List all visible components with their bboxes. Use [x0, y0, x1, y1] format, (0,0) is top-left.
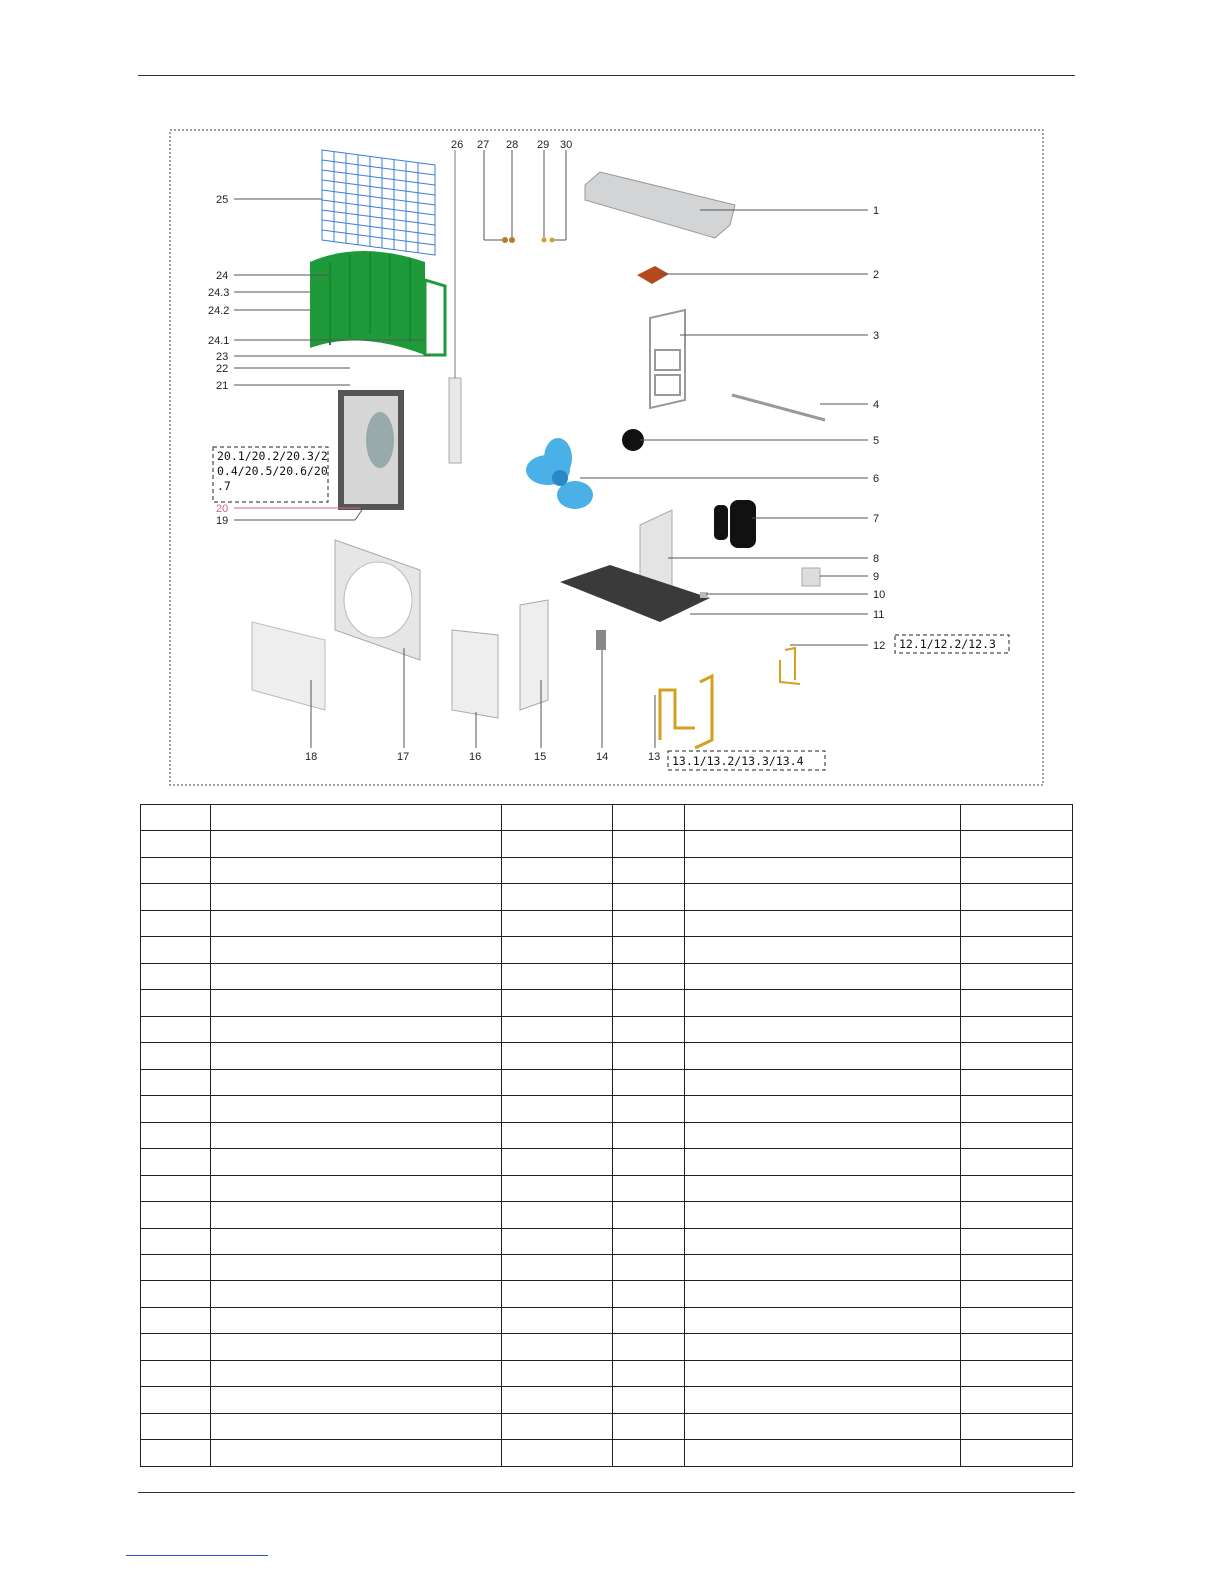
table-cell	[685, 937, 961, 963]
svg-text:.7: .7	[217, 479, 231, 493]
table-cell	[685, 1387, 961, 1413]
table-cell	[502, 1043, 613, 1069]
table-cell	[961, 1096, 1073, 1122]
callout-8: 8	[873, 553, 880, 565]
table-cell	[211, 857, 502, 883]
table-cell	[141, 937, 211, 963]
table-cell	[613, 1175, 685, 1201]
table-cell	[961, 937, 1073, 963]
callout-14: 14	[596, 751, 609, 763]
table-cell	[502, 1360, 613, 1386]
table-cell	[211, 910, 502, 936]
callout-11: 11	[873, 609, 885, 621]
callout-24: 24	[216, 270, 229, 282]
callout-10: 10	[873, 589, 886, 601]
part-9	[802, 568, 820, 586]
callout-12: 12	[873, 640, 886, 652]
table-cell	[685, 1228, 961, 1254]
box-13-subparts	[668, 751, 825, 770]
table-cell	[502, 805, 613, 831]
table-row	[141, 1069, 1073, 1095]
table-cell	[502, 1228, 613, 1254]
table-cell	[141, 1440, 211, 1467]
table-cell	[613, 805, 685, 831]
part-front-panel-17	[335, 540, 420, 660]
table-cell	[685, 1254, 961, 1280]
callout-25: 25	[216, 194, 229, 206]
table-cell	[685, 1175, 961, 1201]
table-cell	[211, 937, 502, 963]
part-fan-6	[526, 438, 593, 509]
table-cell	[141, 910, 211, 936]
table-cell	[961, 1016, 1073, 1042]
callout-26: 26	[451, 139, 464, 151]
table-cell	[613, 831, 685, 857]
part-insulation-2	[637, 266, 669, 284]
table-cell	[685, 1122, 961, 1148]
table-row	[141, 1149, 1073, 1175]
table-cell	[211, 805, 502, 831]
table-row	[141, 1334, 1073, 1360]
table-row	[141, 1360, 1073, 1386]
parts-list-table	[140, 804, 1073, 1467]
table-cell	[613, 1043, 685, 1069]
callout-30: 30	[560, 139, 573, 151]
part-condenser	[310, 251, 445, 355]
table-cell	[685, 857, 961, 883]
table-cell	[141, 805, 211, 831]
table-cell	[211, 1228, 502, 1254]
callout-29: 29	[537, 139, 550, 151]
table-cell	[502, 1413, 613, 1439]
table-cell	[502, 1202, 613, 1228]
table-cell	[961, 831, 1073, 857]
table-cell	[211, 1149, 502, 1175]
table-cell	[141, 1254, 211, 1280]
table-cell	[502, 910, 613, 936]
box-20-subparts	[213, 447, 328, 502]
table-cell	[961, 805, 1073, 831]
table-cell	[502, 1307, 613, 1333]
table-cell	[141, 1307, 211, 1333]
table-cell	[211, 1175, 502, 1201]
table-cell	[613, 1069, 685, 1095]
table-cell	[502, 963, 613, 989]
part-electric-box-20	[338, 390, 404, 510]
table-cell	[502, 1122, 613, 1148]
table-cell	[961, 1387, 1073, 1413]
part-tubing-13	[660, 676, 712, 748]
part-pipe-26	[449, 378, 461, 463]
table-cell	[211, 963, 502, 989]
table-cell	[211, 884, 502, 910]
parts-table-body	[141, 805, 1073, 1467]
table-cell	[685, 1360, 961, 1386]
table-cell	[613, 1360, 685, 1386]
table-cell	[961, 1413, 1073, 1439]
part-top-cover	[585, 172, 735, 238]
table-cell	[685, 884, 961, 910]
table-cell	[502, 1069, 613, 1095]
footer-link-underline[interactable]	[126, 1555, 268, 1556]
callout-18: 18	[305, 751, 318, 763]
callout-19: 19	[216, 515, 229, 527]
table-cell	[613, 1149, 685, 1175]
table-row	[141, 1096, 1073, 1122]
table-cell	[141, 1175, 211, 1201]
table-cell	[211, 1254, 502, 1280]
table-cell	[211, 831, 502, 857]
table-cell	[211, 1043, 502, 1069]
table-row	[141, 1122, 1073, 1148]
box-12-subparts	[895, 635, 1009, 653]
table-cell	[141, 1360, 211, 1386]
table-cell	[613, 1122, 685, 1148]
table-cell	[613, 1281, 685, 1307]
table-cell	[961, 1228, 1073, 1254]
table-cell	[685, 990, 961, 1016]
part-rod-4	[732, 395, 825, 420]
table-cell	[685, 1043, 961, 1069]
table-cell	[141, 1202, 211, 1228]
table-row	[141, 1307, 1073, 1333]
table-cell	[502, 1096, 613, 1122]
table-cell	[685, 1202, 961, 1228]
table-cell	[613, 1202, 685, 1228]
table-cell	[141, 884, 211, 910]
table-row	[141, 1043, 1073, 1069]
table-cell	[613, 1254, 685, 1280]
table-cell	[613, 1413, 685, 1439]
table-cell	[502, 1281, 613, 1307]
table-cell	[141, 1387, 211, 1413]
table-cell	[613, 1387, 685, 1413]
svg-text:20.1/20.2/20.3/2: 20.1/20.2/20.3/2	[217, 449, 328, 463]
table-row	[141, 1228, 1073, 1254]
table-row	[141, 1387, 1073, 1413]
callout-22: 22	[216, 363, 229, 375]
table-cell	[961, 1175, 1073, 1201]
table-cell	[685, 1016, 961, 1042]
table-cell	[961, 1149, 1073, 1175]
table-cell	[961, 884, 1073, 910]
footer-rule	[138, 1492, 1075, 1493]
table-cell	[502, 831, 613, 857]
table-cell	[961, 1360, 1073, 1386]
table-cell	[141, 857, 211, 883]
table-cell	[502, 884, 613, 910]
callout-21: 21	[216, 380, 229, 392]
callout-16: 16	[469, 751, 482, 763]
table-cell	[141, 1043, 211, 1069]
table-cell	[685, 1440, 961, 1467]
callout-24-1: 24.1	[208, 335, 230, 347]
table-cell	[502, 1440, 613, 1467]
table-cell	[141, 1281, 211, 1307]
callout-28: 28	[506, 139, 519, 151]
table-cell	[613, 1228, 685, 1254]
part-compressor-7	[714, 500, 756, 548]
table-cell	[502, 1254, 613, 1280]
table-row	[141, 963, 1073, 989]
table-cell	[141, 1122, 211, 1148]
table-cell	[961, 990, 1073, 1016]
table-cell	[211, 1307, 502, 1333]
part-panel-16	[452, 630, 498, 718]
table-cell	[961, 963, 1073, 989]
table-row	[141, 910, 1073, 936]
table-row	[141, 1440, 1073, 1467]
table-row	[141, 1016, 1073, 1042]
table-cell	[685, 1334, 961, 1360]
table-cell	[211, 1360, 502, 1386]
callout-7: 7	[873, 513, 880, 525]
table-cell	[502, 857, 613, 883]
callout-15: 15	[534, 751, 547, 763]
table-cell	[961, 1281, 1073, 1307]
table-cell	[211, 990, 502, 1016]
table-cell	[961, 857, 1073, 883]
part-base-11	[560, 565, 710, 622]
table-cell	[211, 1016, 502, 1042]
table-cell	[961, 1069, 1073, 1095]
table-cell	[502, 937, 613, 963]
part-panel-15	[520, 600, 548, 710]
table-row	[141, 937, 1073, 963]
table-row	[141, 1254, 1073, 1280]
table-cell	[502, 1016, 613, 1042]
callout-9: 9	[873, 571, 880, 583]
callout-13: 13	[648, 751, 661, 763]
table-cell	[685, 1281, 961, 1307]
table-cell	[502, 1149, 613, 1175]
table-cell	[211, 1387, 502, 1413]
table-cell	[211, 1281, 502, 1307]
table-cell	[613, 1307, 685, 1333]
part-grille-18	[252, 622, 325, 710]
table-row	[141, 990, 1073, 1016]
table-cell	[141, 1016, 211, 1042]
table-cell	[502, 990, 613, 1016]
table-cell	[613, 1334, 685, 1360]
table-cell	[211, 1334, 502, 1360]
table-cell	[685, 963, 961, 989]
table-row	[141, 857, 1073, 883]
table-cell	[961, 1440, 1073, 1467]
table-cell	[961, 1202, 1073, 1228]
table-cell	[141, 990, 211, 1016]
callout-4: 4	[873, 399, 880, 411]
table-cell	[502, 1334, 613, 1360]
table-cell	[502, 1175, 613, 1201]
table-cell	[141, 1149, 211, 1175]
table-cell	[961, 1334, 1073, 1360]
table-cell	[141, 1413, 211, 1439]
table-cell	[211, 1069, 502, 1095]
part-valve-12	[780, 648, 800, 684]
table-cell	[961, 1307, 1073, 1333]
table-cell	[141, 1069, 211, 1095]
table-cell	[141, 1228, 211, 1254]
table-cell	[961, 1122, 1073, 1148]
table-cell	[613, 1096, 685, 1122]
callout-24-2: 24.2	[208, 305, 230, 317]
table-cell	[685, 1413, 961, 1439]
table-cell	[685, 1096, 961, 1122]
callout-24-3: 24.3	[208, 287, 230, 299]
part-grille-mesh	[322, 150, 435, 255]
callout-20: 20	[216, 503, 229, 515]
table-row	[141, 805, 1073, 831]
table-cell	[211, 1096, 502, 1122]
table-cell	[961, 910, 1073, 936]
table-cell	[211, 1202, 502, 1228]
table-cell	[211, 1122, 502, 1148]
leader-lines-top	[484, 150, 566, 240]
table-cell	[141, 1096, 211, 1122]
svg-text:0.4/20.5/20.6/20: 0.4/20.5/20.6/20	[217, 464, 328, 478]
table-cell	[613, 910, 685, 936]
table-cell	[685, 831, 961, 857]
table-cell	[685, 805, 961, 831]
svg-text:12.1/12.2/12.3: 12.1/12.2/12.3	[899, 637, 996, 651]
table-cell	[613, 857, 685, 883]
part-10	[700, 592, 708, 598]
table-row	[141, 1202, 1073, 1228]
part-bracket-3	[650, 310, 685, 408]
table-cell	[685, 1307, 961, 1333]
table-cell	[613, 1016, 685, 1042]
table-row	[141, 1281, 1073, 1307]
part-14	[596, 630, 606, 650]
callout-5: 5	[873, 435, 880, 447]
table-cell	[961, 1254, 1073, 1280]
table-cell	[613, 963, 685, 989]
table-cell	[613, 1440, 685, 1467]
callout-1: 1	[873, 205, 880, 217]
table-cell	[141, 963, 211, 989]
callout-3: 3	[873, 330, 880, 342]
table-cell	[685, 1149, 961, 1175]
svg-text:13.1/13.2/13.3/13.4: 13.1/13.2/13.3/13.4	[672, 754, 804, 768]
table-cell	[141, 1334, 211, 1360]
table-row	[141, 1413, 1073, 1439]
callout-17: 17	[397, 751, 410, 763]
table-cell	[211, 1440, 502, 1467]
table-cell	[613, 884, 685, 910]
callout-6: 6	[873, 473, 880, 485]
callout-2: 2	[873, 269, 880, 281]
table-cell	[685, 910, 961, 936]
callout-27: 27	[477, 139, 490, 151]
table-cell	[685, 1069, 961, 1095]
callout-23: 23	[216, 351, 229, 363]
table-cell	[141, 831, 211, 857]
table-row	[141, 884, 1073, 910]
table-cell	[211, 1413, 502, 1439]
table-cell	[613, 937, 685, 963]
table-cell	[613, 990, 685, 1016]
table-cell	[502, 1387, 613, 1413]
table-row	[141, 831, 1073, 857]
table-row	[141, 1175, 1073, 1201]
table-cell	[961, 1043, 1073, 1069]
